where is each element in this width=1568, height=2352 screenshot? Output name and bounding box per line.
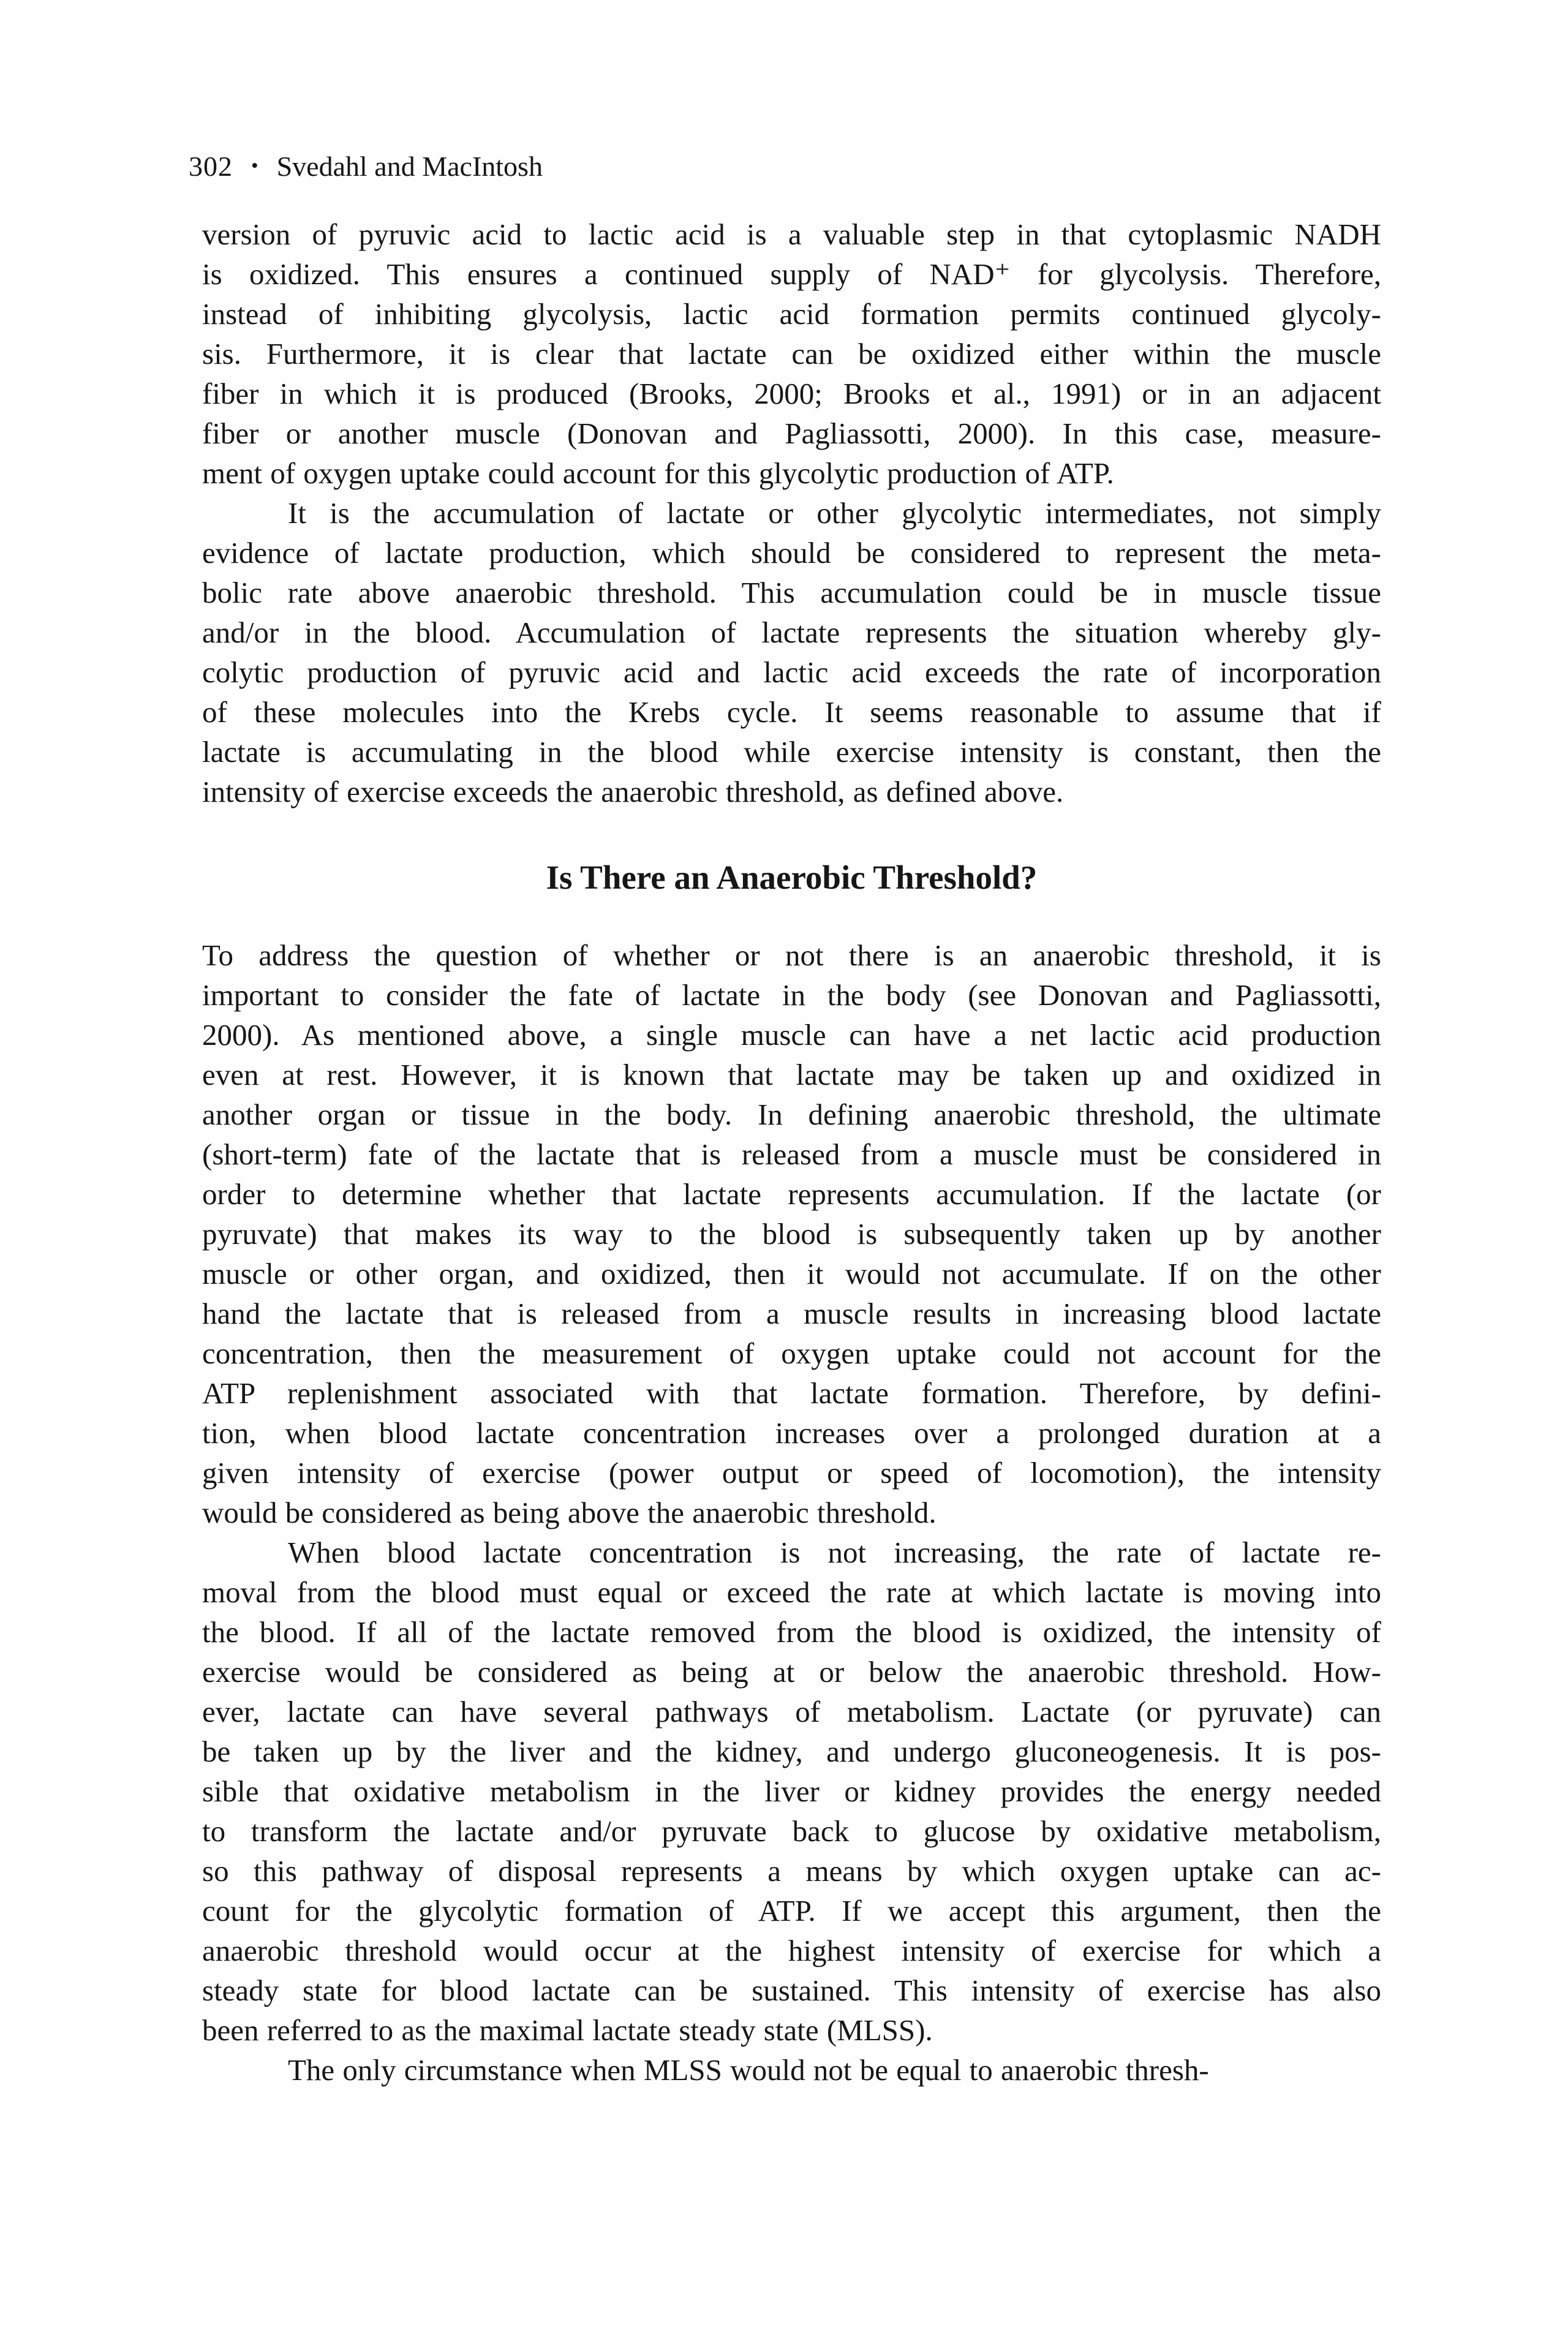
text-line: The only circumstance when MLSS would not be equal to anaerobic thresh- bbox=[288, 2053, 1209, 2087]
text-line: anaerobic threshold would occur at the highest intensity of exercise for which a bbox=[202, 1934, 1381, 1967]
text-line: muscle or other organ, and oxidized, then it would not accumulate. If on the other bbox=[202, 1257, 1381, 1291]
text-line: be taken up by the liver and the kidney, and undergo gluconeogenesis. It is pos- bbox=[202, 1735, 1381, 1768]
text-line: version of pyruvic acid to lactic acid is a valuable step in that cytoplasmic NADH bbox=[202, 217, 1381, 251]
text-line: pyruvate) that makes its way to the blood is subsequently taken up by another bbox=[202, 1217, 1381, 1251]
text-line: concentration, then the measurement of oxygen uptake could not account for the bbox=[202, 1336, 1381, 1370]
text-line: even at rest. However, it is known that lactate may be taken up and oxidized in bbox=[202, 1058, 1381, 1091]
running-title: Svedahl and MacIntosh bbox=[276, 151, 543, 182]
text-line: fiber or another muscle (Donovan and Pagliassotti, 2000). In this case, measure- bbox=[202, 417, 1381, 450]
page-header bbox=[189, 151, 543, 186]
text-line: evidence of lactate production, which should be considered to represent the meta- bbox=[202, 536, 1381, 570]
text-line: fiber in which it is produced (Brooks, 2000; Brooks et al., 1991) or in an adjacent bbox=[202, 377, 1381, 410]
text-line: To address the question of whether or not there is an anaerobic threshold, it is bbox=[202, 938, 1381, 972]
paragraph bbox=[202, 214, 1381, 493]
text-line: (short-term) fate of the lactate that is released from a muscle must be considered in bbox=[202, 1137, 1381, 1171]
text-line: moval from the blood must equal or exceed the rate at which lactate is moving into bbox=[202, 1575, 1381, 1609]
text-line: tion, when blood lactate concentration increases over a prolonged duration at a bbox=[202, 1416, 1381, 1450]
text-line: colytic production of pyruvic acid and lactic acid exceeds the rate of incorporation bbox=[202, 655, 1381, 689]
text-line: another organ or tissue in the body. In defining anaerobic threshold, the ultimate bbox=[202, 1098, 1381, 1131]
paragraph bbox=[202, 493, 1381, 812]
text-line: hand the lactate that is released from a muscle results in increasing blood lactate bbox=[202, 1297, 1381, 1330]
paragraph bbox=[202, 2050, 1381, 2090]
text-line: intensity of exercise exceeds the anaerobic threshold, as defined above. bbox=[202, 775, 1064, 809]
text-line: ATP replenishment associated with that lactate formation. Therefore, by defini- bbox=[202, 1376, 1381, 1410]
text-line: and/or in the blood. Accumulation of lactate represents the situation whereby gly- bbox=[202, 616, 1381, 649]
paragraph bbox=[202, 935, 1381, 1532]
text-line: order to determine whether that lactate represents accumulation. If the lactate (or bbox=[202, 1177, 1381, 1211]
text-line: sible that oxidative metabolism in the liver or kidney provides the energy needed bbox=[202, 1774, 1381, 1808]
paragraph bbox=[202, 1532, 1381, 2050]
text-line: 2000). As mentioned above, a single muscle can have a net lactic acid production bbox=[202, 1018, 1381, 1052]
text-line: ever, lactate can have several pathways of metabolism. Lactate (or pyruvate) can bbox=[202, 1695, 1381, 1728]
text-line: instead of inhibiting glycolysis, lactic acid formation permits continued glycoly- bbox=[202, 297, 1381, 331]
text-line: bolic rate above anaerobic threshold. This accumulation could be in muscle tissue bbox=[202, 576, 1381, 609]
text-line: been referred to as the maximal lactate steady state (MLSS). bbox=[202, 2013, 933, 2047]
section-heading: Is There an Anaerobic Threshold? bbox=[546, 859, 1038, 896]
text-line: important to consider the fate of lactate in the body (see Donovan and Pagliassotti, bbox=[202, 978, 1381, 1012]
text-line: exercise would be considered as being at or below the anaerobic threshold. How- bbox=[202, 1655, 1381, 1689]
text-line: the blood. If all of the lactate removed from the blood is oxidized, the intensity of bbox=[202, 1615, 1381, 1649]
text-line: steady state for blood lactate can be sustained. This intensity of exercise has also bbox=[202, 1973, 1381, 2007]
bullet-separator: • bbox=[251, 154, 258, 177]
page-body bbox=[202, 214, 1381, 2090]
page-number: 302 bbox=[189, 151, 233, 182]
text-line: is oxidized. This ensures a continued supply of NAD⁺ for glycolysis. Therefore, bbox=[202, 257, 1381, 291]
text-line: It is the accumulation of lactate or other glycolytic intermediates, not simply bbox=[288, 496, 1381, 530]
text-line: of these molecules into the Krebs cycle. It seems reasonable to assume that if bbox=[202, 695, 1381, 729]
text-line: sis. Furthermore, it is clear that lactate can be oxidized either within the muscle bbox=[202, 337, 1381, 371]
text-line: count for the glycolytic formation of ATP. If we accept this argument, then the bbox=[202, 1894, 1381, 1928]
text-line: given intensity of exercise (power output or speed of locomotion), the intensity bbox=[202, 1456, 1381, 1490]
text-line: to transform the lactate and/or pyruvate back to glucose by oxidative metabolism, bbox=[202, 1814, 1381, 1848]
text-line: so this pathway of disposal represents a means by which oxygen uptake can ac- bbox=[202, 1854, 1381, 1888]
text-line: lactate is accumulating in the blood while exercise intensity is constant, then the bbox=[202, 735, 1381, 769]
text-line: would be considered as being above the anaerobic threshold. bbox=[202, 1496, 937, 1529]
text-line: When blood lactate concentration is not increasing, the rate of lactate re- bbox=[288, 1536, 1381, 1569]
text-line: ment of oxygen uptake could account for this glycolytic production of ATP. bbox=[202, 456, 1114, 490]
